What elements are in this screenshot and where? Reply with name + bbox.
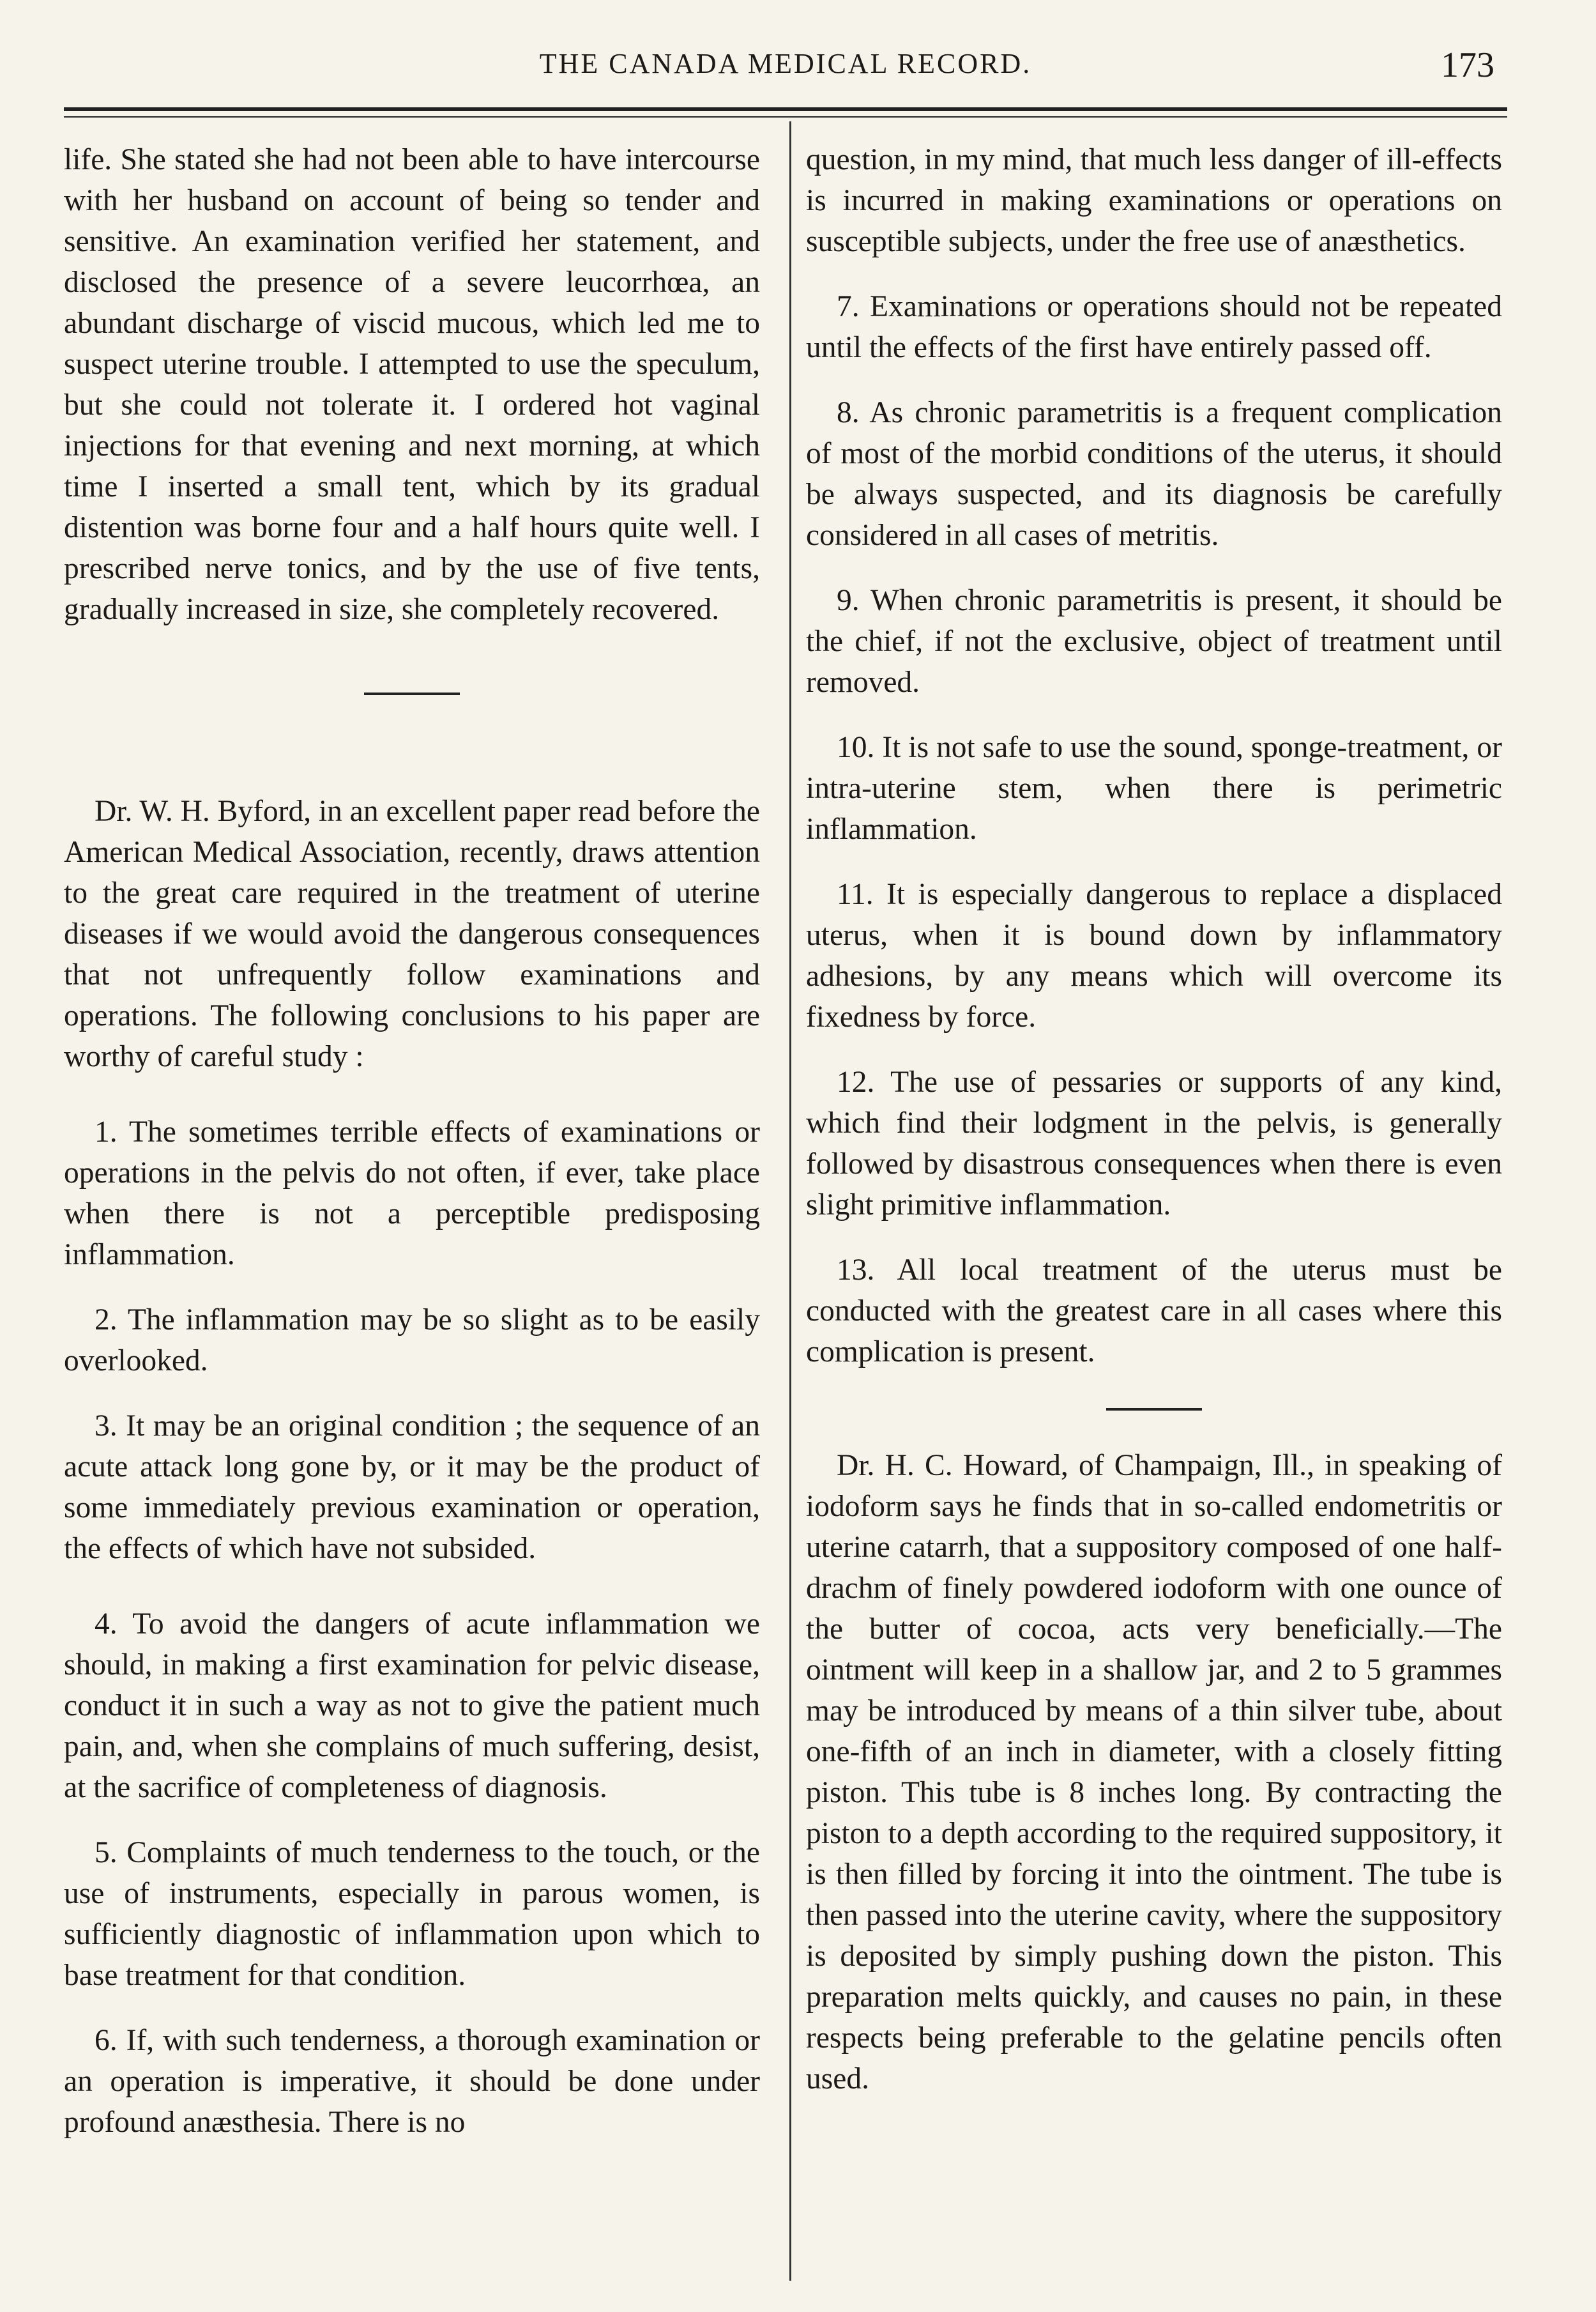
running-title: THE CANADA MEDICAL RECORD. (539, 48, 1032, 79)
conclusion-3: 3. It may be an original condition ; the sequence of an acute attack long gone by, or it may be the product of some immediately previous examination or operation, the effects of which have not subsided. (64, 1409, 760, 1565)
continued-paragraph-right: question, in my mind, that much less danger of ill-effects is incurred in making examinations or operations on susceptible subjects, under the free use of anæsthetics. (806, 143, 1502, 258)
column-divider (789, 121, 791, 2281)
continued-paragraph: life. She stated she had not been able to have intercourse with her husband on account of being so tender and sensitive. An examination verified her statement, and disclosed the presence of a severe leucorrhœa, an abundant discharge of viscid mucous, which led me to suspect uterine trouble. I attempted to use the speculum, but she could not tolerate it. I ordered hot vaginal injections for that evening and next morning, at which time I inserted a small tent, which by its gradual distention was borne four and a half hours quite well. I prescribed nerve tonics, and by the use of five tents, gradually increased in size, she completely recovered. (64, 143, 760, 626)
section-separator (364, 693, 460, 695)
conclusion-10: 10. It is not safe to use the sound, sponge-treatment, or intra-uterine stem, when there is perimetric inflammation. (806, 731, 1502, 846)
conclusion-4: 4. To avoid the dangers of acute inflammation we should, in making a first examination for pelvic disease, conduct it in such a way as not to give the patient much pain, and, when she complains of much suffering, desist, at the sacrifice of completeness of diagnosis. (64, 1607, 760, 1804)
page-header (64, 45, 1507, 96)
section-separator-right (1106, 1408, 1202, 1411)
conclusion-11: 11. It is especially dangerous to replace a displaced uterus, when it is bound down by inflammatory adhesions, by any means which will overcome its fixedness by force. (806, 878, 1502, 1034)
left-column (64, 139, 760, 2143)
header-rule-thin (64, 116, 1507, 118)
header-rule-thick (64, 107, 1507, 111)
conclusion-1: 1. The sometimes terrible effects of examinations or operations in the pelvis do not often, if ever, take place when there is not a perceptible predisposing inflammation. (64, 1115, 760, 1271)
conclusion-5: 5. Complaints of much tenderness to the touch, or the use of instruments, especially in parous women, is sufficiently diagnostic of inflammation upon which to base treatment for that condition. (64, 1836, 760, 1992)
conclusion-9: 9. When chronic parametritis is present, it should be the chief, if not the exclusive, object of treatment until removed. (806, 584, 1502, 699)
conclusion-2: 2. The inflammation may be so slight as to be easily overlooked. (64, 1303, 760, 1377)
conclusion-7: 7. Examinations or operations should not be repeated until the effects of the first have entirely passed off. (806, 290, 1502, 364)
conclusion-8: 8. As chronic parametritis is a frequent complication of most of the morbid conditions of the uterus, it should be always suspected, and its diagnosis be carefully considered in all cases of metritis. (806, 396, 1502, 552)
conclusion-12: 12. The use of pessaries or supports of any kind, which find their lodgment in the pelvis, is generally followed by disastrous consequences when there is even slight primitive inflammation. (806, 1066, 1502, 1221)
howard-iodoform-paragraph: Dr. H. C. Howard, of Champaign, Ill., in speaking of iodoform says he finds that in so-called endometritis or uterine catarrh, that a suppository composed of one half-drachm of finely powdered iodoform with one ounce of the butter of cocoa, acts very beneficially.—The ointment will keep in a shallow jar, and 2 to 5 grammes may be introduced by means of a thin silver tube, about one-fifth of an inch in diameter, with a closely fitting piston. This tube is 8 inches long. By contracting the piston to a depth according to the required suppository, it is then filled by forcing it into the ointment. The tube is then passed into the uterine cavity, where the suppository is deposited by simply pushing down the piston. This preparation melts quickly, and causes no pain, in these respects being preferable to the gelatine pencils often used. (806, 1449, 1502, 2095)
byford-intro-paragraph: Dr. W. H. Byford, in an excellent paper read before the American Medical Association, recently, draws attention to the great care required in the treatment of uterine diseases if we would avoid the dangerous consequences that not unfrequently follow examinations and operations. The following conclusions to his paper are worthy of careful study : (64, 795, 760, 1073)
right-column (806, 139, 1502, 2099)
conclusion-6: 6. If, with such tenderness, a thorough examination or an operation is imperative, it should be done under profound anæsthesia. There is no (64, 2024, 760, 2139)
conclusion-13: 13. All local treatment of the uterus must be conducted with the greatest care in all cases where this complication is present. (806, 1253, 1502, 1368)
page-number: 173 (1441, 45, 1494, 85)
